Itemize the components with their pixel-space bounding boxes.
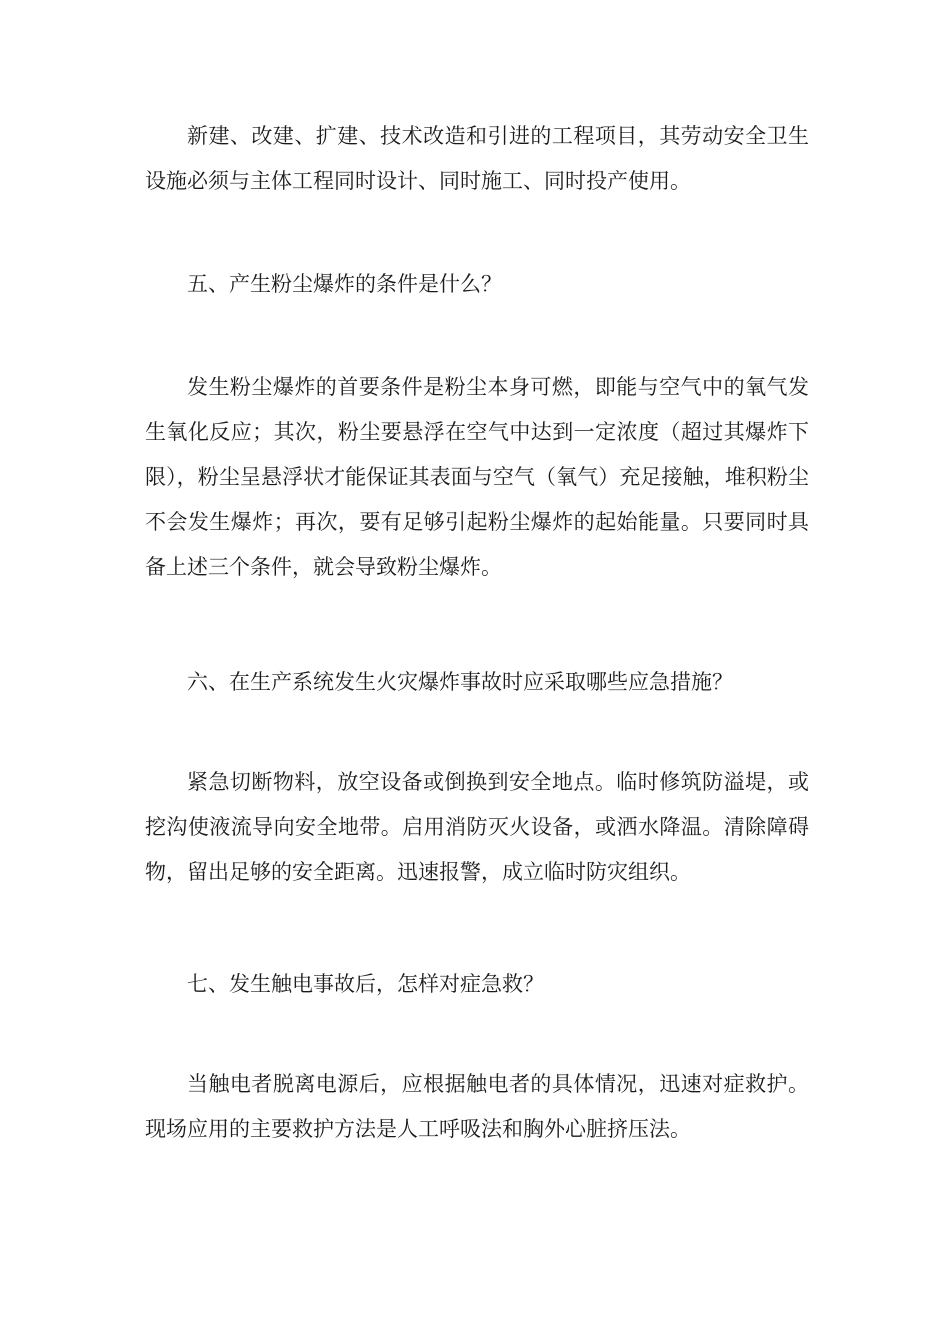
paragraph-emergency-measures: 紧急切断物料，放空设备或倒换到安全地点。临时修筑防溢堤，或挖沟使液流导向安全地带。启用消防灭火设备，或洒水降温。清除障碍物，留出足够的安全距离。迅速报警，成立临时防灾组织。 [145, 770, 809, 884]
heading-electric-shock: 七、发生触电事故后，怎样对症急救？ [187, 972, 544, 996]
paragraph-electric-shock-first-aid: 当触电者脱离电源后，应根据触电者的具体情况，迅速对症救护。现场应用的主要救护方法是人工呼吸法和胸外心脏挤压法。 [145, 1072, 809, 1141]
paragraph-dust-explosion-conditions: 发生粉尘爆炸的首要条件是粉尘本身可燃，即能与空气中的氧气发生氧化反应；其次，粉尘要悬浮在空气中达到一定浓度（超过其爆炸下限），粉尘呈悬浮状才能保证其表面与空气（氧气）充足接触，堆积粉尘不会发生爆炸；再次，要有足够引起粉尘爆炸的起始能量。只要同时具备上述三个条件，就会导致粉尘爆炸。 [145, 375, 809, 579]
heading-dust-explosion: 五、产生粉尘爆炸的条件是什么？ [187, 272, 502, 296]
heading-emergency-measures: 六、在生产系统发生火灾爆炸事故时应采取哪些应急措施？ [187, 670, 733, 694]
paragraph-project-safety: 新建、改建、扩建、技术改造和引进的工程项目，其劳动安全卫生设施必须与主体工程同时设计、同时施工、同时投产使用。 [145, 124, 809, 193]
